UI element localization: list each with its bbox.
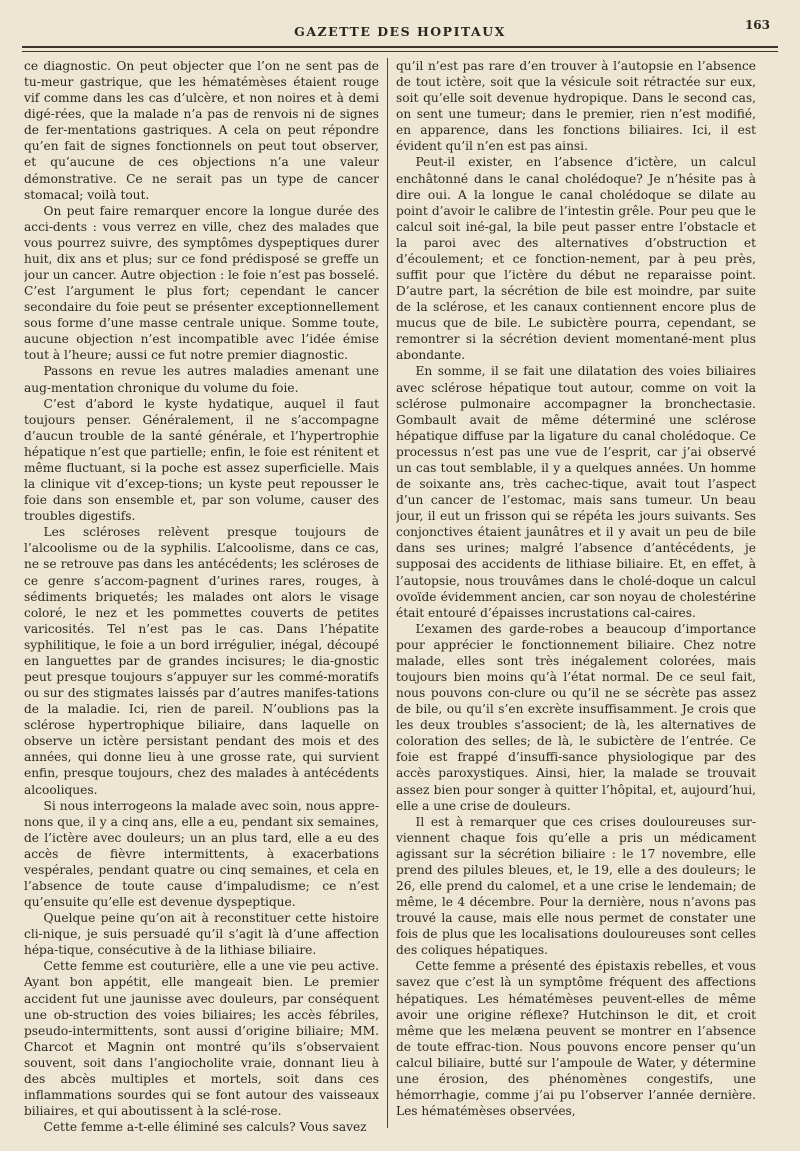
column-divider [387,58,388,1128]
paragraph: qu’il n’est pas rare d’en trouver à l’autopsie en l’absence de tout ictère, soit que la vésicule soit rétractée sur eux, soit qu’elle soit devenue hydropique. Dans le second cas, on sent une tumeur; dans le premier, rien n’est modifié, en apparence, dans les fonctions biliaires. Ici, il est évident qu’il n’en est pas ainsi. [396,59,756,154]
paragraph: Cette femme est couturière, elle a une vie peu active. Ayant bon appétit, elle mangeait bien. Le premier accident fut une jaunisse avec douleurs, par conséquent une ob-struction des voies biliaires; les accès fébriles, pseudo-intermittents, sont aussi d’origine biliaire; MM. Charcot et Magnin ont montré qu’ils s’observaient souvent, soit dans l’angiocholite vraie, donnant lieu à des abcès multiples et mortels, soit dans ces inflammations sourdes qui se font autour des vaisseaux biliaires, et qui aboutissent à la sclé-rose. [24,959,379,1119]
paragraph: Cette femme a-t-elle éliminé ses calculs? Vous savez [43,1120,367,1135]
paragraph: Les scléroses relèvent presque toujours de l’alcoolisme ou de la syphilis. L’alcoolisme, dans ce cas, ne se retrouve pas dans les antécédents; les scléroses de ce genre s’accom-pagnent d’urines rares, rouges, à sédiments briquetés; les malades ont alors le visage coloré, le nez et les pommettes couverts de petites varicosités. Tel n’est pas le cas. Dans l’hépatite syphilitique, le foie a un bord irrégulier, inégal, découpé en languettes par de grandes incisures; le dia-gnostic peut presque toujours s’appuyer sur les commé-moratifs ou sur des stigmates laissés par d’autres manifes-tations de la maladie. Ici, rien de pareil. N’oublions pas la sclérose hypertrophique biliaire, dans laquelle on observe un ictère persistant pendant des mois et des années, qui donne lieu à une grosse rate, qui survient enfin, presque toujours, chez des malades à antécédents alcooliques. [24,525,379,797]
header-rule-thin [22,51,778,52]
header-title: GAZETTE DES HOPITAUX [294,24,506,39]
paragraph: Il est à remarquer que ces crises douloureuses sur-viennent chaque fois qu’elle a pris un médicament agissant sur la sécrétion biliaire : le 17 novembre, elle prend des pilules bleues, et, le 19, elle a des douleurs; le 26, elle prend du calomel, et a une crise le lendemain; de même, le 4 décembre. Pour la dernière, nous n’avons pas trouvé la cause, mais elle nous permet de constater une fois de plus que les localisations douloureuses sont celles des coliques hépatiques. [396,814,756,958]
paragraph: On peut faire remarquer encore la longue durée des acci-dents : vous verrez en ville, chez des malades que vous pourrez suivre, des symptômes dyspeptiques durer huit, dix ans et plus; sur ce fond prédisposé se greffe un jour un cancer. Autre objection : le foie n’est pas bosselé. C’est l’argument le plus fort; cependant le cancer secondaire du foie peut se présenter exceptionnellement sous forme d’une masse centrale unique. Somme toute, aucune objection n’est incompatible avec l’idée émise tout à l’heure; aussi ce fut notre premier diagnostic. [24,203,379,363]
header-rule [22,46,778,48]
paragraph: Passons en revue les autres maladies amenant une aug-mentation chronique du volume du foie. [24,364,379,395]
left-column [24,58,379,1138]
paragraph: Quelque peine qu’on ait à reconstituer cette histoire cli-nique, je suis persuadé qu’il s’agit là d’une affection hépa-tique, consécutive à de la lithiase biliaire. [24,911,379,958]
paragraph: L’examen des garde-robes a beaucoup d’importance pour apprécier le fonctionnement biliaire. Chez notre malade, elles sont très inégalement colorées, mais toujours bien moins qu’à l’état normal. De ce seul fait, nous pouvons con-clure ou qu’il ne se sécrète pas assez de bile, ou qu’il s’en excrète insuffisamment. Je crois que les deux troubles s’associent; de là, les alternatives de coloration des selles; de là, le subictère de l’entrée. Ce foie est frappé d’insuffi-sance physiologique par des accès paroxystiques. Ainsi, hier, la malade se trouvait assez bien pour songer à quitter l’hôpital, et, aujourd’hui, elle a une crise de douleurs. [396,621,756,813]
paragraph: C’est d’abord le kyste hydatique, auquel il faut toujours penser. Généralement, il ne s’accompagne d’aucun trouble de la santé générale, et l’hypertrophie hépatique n’est que partielle; enfin, le foie est rénitent et même fluctuant, si la poche est assez superficielle. Mais la clinique vit d’excep-tions; un kyste peut repousser le foie dans son ensemble et, par son volume, causer des troubles digestifs. [24,396,379,524]
paragraph: Cette femme a présenté des épistaxis rebelles, et vous savez que c’est là un symptôme fréquent des affections hépatiques. Les hématémèses peuvent-elles de même avoir une origine réflexe? Hutchinson le dit, et croit même que les melæna peuvent se montrer en l’absence de toute effrac-tion. Nous pouvons encore penser qu’un calcul biliaire, butté sur l’ampoule de Water, y détermine une érosion, des phénomènes congestifs, une hémorrhagie, comme j’ai pu l’observer l’année dernière. Les hématémèses observées, [396,959,756,1119]
paragraph: En somme, il se fait une dilatation des voies biliaires avec sclérose hépatique tout autour, comme on voit la sclérose pulmonaire accompagner la bronchectasie. Gombault avait de même déterminé une sclérose hépatique diffuse par la ligature du canal cholédoque. Ce processus n’est pas une vue de l’esprit, car j’ai observé un cas tout semblable, il y a quelques années. Un homme de soixante ans, très cachec-tique, avait tout l’aspect d’un cancer de l’estomac, mais sans tumeur. Un beau jour, il eut un frisson qui se répéta les jours suivants. Ses conjonctives étaient jaunâtres et il y avait un peu de bile dans ses urines; malgré l’absence d’antécédents, je supposai des accidents de lithiase biliaire. Et, en effet, à l’autopsie, nous trouvâmes dans le cholé-doque un calcul ovoïde évidemment ancien, car son noyau de cholestérine était entouré d’épaisses incrustations cal-caires. [396,364,756,620]
paragraph: ce diagnostic. On peut objecter que l’on ne sent pas de tu-meur gastrique, que les hématémèses étaient rouge vif comme dans les cas d’ulcère, et non noires et à demi digé-rées, que la malade n’a pas de renvois ni de signes de fer-mentations gastriques. A cela on peut répondre qu’en fait de signes fonctionnels on peut tout observer, et qu’aucune de ces objections n’a une valeur démonstrative. Ce ne serait pas un type de cancer stomacal; voilà tout. [24,59,379,202]
page-number: 163 [744,18,770,32]
paragraph: Si nous interrogeons la malade avec soin, nous appre-nons que, il y a cinq ans, elle a eu, pendant six semaines, de l’ictère avec douleurs; un an plus tard, elle a eu des accès de fièvre intermittents, à exacerbations vespérales, pendant quatre ou cinq semaines, et cela en l’absence de toute cause d’impaludisme; ce n’est qu’ensuite qu’elle est devenue dyspeptique. [24,798,379,910]
right-column [396,58,756,1138]
page-header [22,18,778,44]
paragraph: Peut-il exister, en l’absence d’ictère, un calcul enchâtonné dans le canal cholédoque? Je n’hésite pas à dire oui. A la longue le canal cholédoque se dilate au point d’avoir le calibre de l’intestin grêle. Pour peu que le calcul soit iné-gal, la bile peut passer entre l’obstacle et la paroi avec des alternatives d’obstruction et d’écoulement; et ce fonction-nement, par à peu près, suffit pour que l’ictère du début ne reparaisse point. D’autre part, la sécrétion de bile est moindre, par suite de la sclérose, et les canaux contiennent encore plus de mucus que de bile. Le subictère pourra, cependant, se remontrer si la sécrétion devient momentané-ment plus abondante. [396,155,756,363]
